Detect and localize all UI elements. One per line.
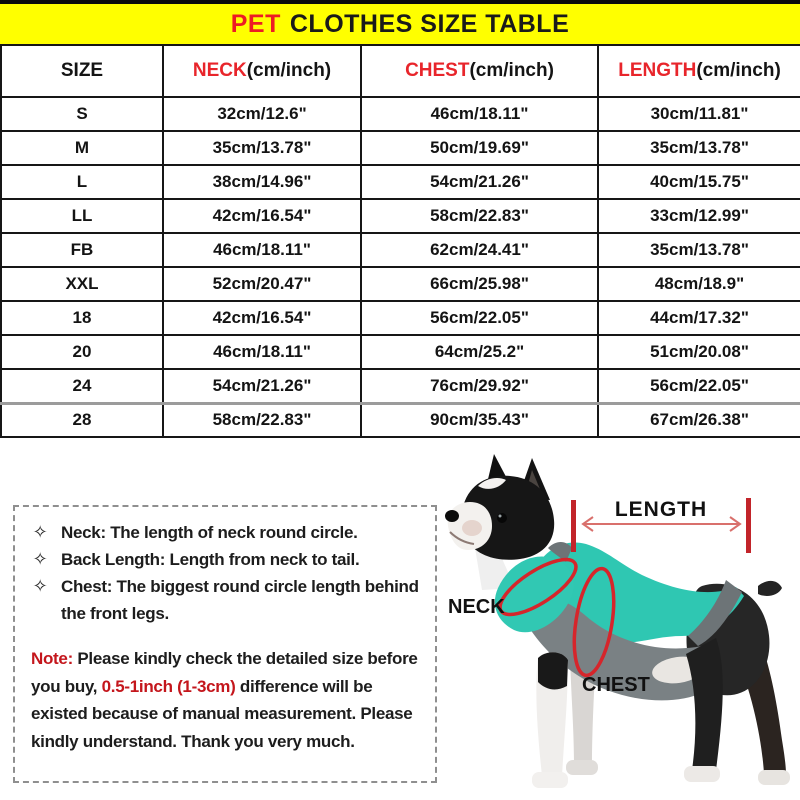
note-highlight: 0.5-1inch (1-3cm) [101, 676, 236, 696]
size-table [0, 44, 800, 438]
definition-list [27, 519, 429, 627]
neck-label: NECK [448, 596, 505, 618]
dog-measurement-diagram [420, 440, 800, 800]
dog-near-hind-leg [686, 638, 723, 770]
chest-cell: 58cm/22.83" [361, 199, 598, 233]
chest-header-unit: (cm/inch) [469, 60, 554, 81]
neck-cell: 35cm/13.78" [163, 131, 361, 165]
dog-front-shoulder-patch [538, 652, 568, 689]
page-title: CLOTHES SIZE TABLE [289, 9, 570, 38]
size-cell: XXL [1, 267, 163, 301]
length-left-bar [571, 500, 576, 552]
length-cell: 51cm/20.08" [598, 335, 800, 369]
neck-cell: 46cm/18.11" [163, 335, 361, 369]
table-row [1, 369, 800, 403]
size-cell: LL [1, 199, 163, 233]
sparkle-bullet-icon: ✧ [32, 576, 48, 596]
column-header-length [598, 45, 800, 97]
neck-header-unit: (cm/inch) [246, 60, 332, 81]
table-row [1, 267, 800, 301]
column-header-chest [361, 45, 598, 97]
chest-cell: 66cm/25.98" [361, 267, 598, 301]
length-right-bar [746, 498, 751, 553]
chest-label: CHEST [582, 674, 650, 696]
dog-near-hind-paw [684, 766, 720, 782]
size-cell: 18 [1, 301, 163, 335]
definition-text: Back Length: Length from neck to tail. [61, 550, 360, 569]
length-cell: 33cm/12.99" [598, 199, 800, 233]
chest-cell: 90cm/35.43" [361, 403, 598, 437]
info-box [13, 505, 437, 783]
length-header-label: LENGTH [618, 60, 697, 81]
neck-cell: 42cm/16.54" [163, 301, 361, 335]
title-highlight: PET [230, 9, 281, 38]
chest-cell: 54cm/21.26" [361, 165, 598, 199]
dog-far-hind-paw [758, 770, 790, 785]
length-cell: 30cm/11.81" [598, 97, 800, 131]
sparkle-bullet-icon: ✧ [32, 549, 48, 569]
definition-text: Neck: The length of neck round circle. [61, 523, 358, 542]
size-cell: L [1, 165, 163, 199]
definition-item [27, 546, 429, 573]
chest-cell: 76cm/29.92" [361, 369, 598, 403]
size-cell: 24 [1, 369, 163, 403]
neck-header-label: NECK [192, 60, 247, 81]
neck-cell: 32cm/12.6" [163, 97, 361, 131]
dog-illustration [420, 440, 800, 800]
column-header-neck [163, 45, 361, 97]
dog-eye [497, 513, 507, 523]
chest-cell: 50cm/19.69" [361, 131, 598, 165]
length-cell: 35cm/13.78" [598, 131, 800, 165]
table-row [1, 403, 800, 437]
bottom-section [0, 440, 800, 800]
chest-header-label: CHEST [405, 60, 470, 81]
table-row [1, 199, 800, 233]
neck-cell: 38cm/14.96" [163, 165, 361, 199]
length-cell: 48cm/18.9" [598, 267, 800, 301]
definition-text: Chest: The biggest round circle length behind the front legs. [61, 577, 419, 623]
note-label: Note: [31, 649, 73, 668]
size-cell: M [1, 131, 163, 165]
size-cell: 28 [1, 403, 163, 437]
table-row [1, 233, 800, 267]
title-banner [0, 0, 800, 44]
table-row [1, 97, 800, 131]
dog-far-front-paw [566, 760, 598, 775]
neck-cell: 42cm/16.54" [163, 199, 361, 233]
size-table-body [1, 97, 800, 437]
dog-near-front-paw [532, 772, 568, 788]
column-header-size: SIZE [1, 45, 163, 97]
length-cell: 67cm/26.38" [598, 403, 800, 437]
definition-item [27, 573, 429, 627]
dog-nose [445, 510, 459, 522]
table-row [1, 335, 800, 369]
dog-muzzle-shading [462, 520, 482, 536]
neck-cell: 58cm/22.83" [163, 403, 361, 437]
chest-cell: 62cm/24.41" [361, 233, 598, 267]
definition-item [27, 519, 429, 546]
length-cell: 35cm/13.78" [598, 233, 800, 267]
table-row [1, 131, 800, 165]
sparkle-bullet-icon: ✧ [32, 522, 48, 542]
chest-cell: 46cm/18.11" [361, 97, 598, 131]
neck-cell: 46cm/18.11" [163, 233, 361, 267]
size-cell: FB [1, 233, 163, 267]
table-row [1, 301, 800, 335]
length-cell: 40cm/15.75" [598, 165, 800, 199]
chest-cell: 56cm/22.05" [361, 301, 598, 335]
length-cell: 44cm/17.32" [598, 301, 800, 335]
size-cell: S [1, 97, 163, 131]
table-header-row [1, 45, 800, 97]
dog-tail [758, 581, 782, 596]
neck-cell: 54cm/21.26" [163, 369, 361, 403]
length-label: LENGTH [614, 498, 708, 521]
note-text-before: Please kindly check the detailed size before you buy, [31, 649, 418, 696]
table-row [1, 165, 800, 199]
note-text-after: difference will be existed because of manual measurement. Please kindly understand. Thank you very much. [31, 676, 413, 751]
length-header-unit: (cm/inch) [696, 60, 781, 81]
neck-cell: 52cm/20.47" [163, 267, 361, 301]
dog-eye-glint [499, 515, 502, 518]
chest-cell: 64cm/25.2" [361, 335, 598, 369]
size-cell: 20 [1, 335, 163, 369]
note-paragraph [31, 645, 429, 755]
length-cell: 56cm/22.05" [598, 369, 800, 403]
